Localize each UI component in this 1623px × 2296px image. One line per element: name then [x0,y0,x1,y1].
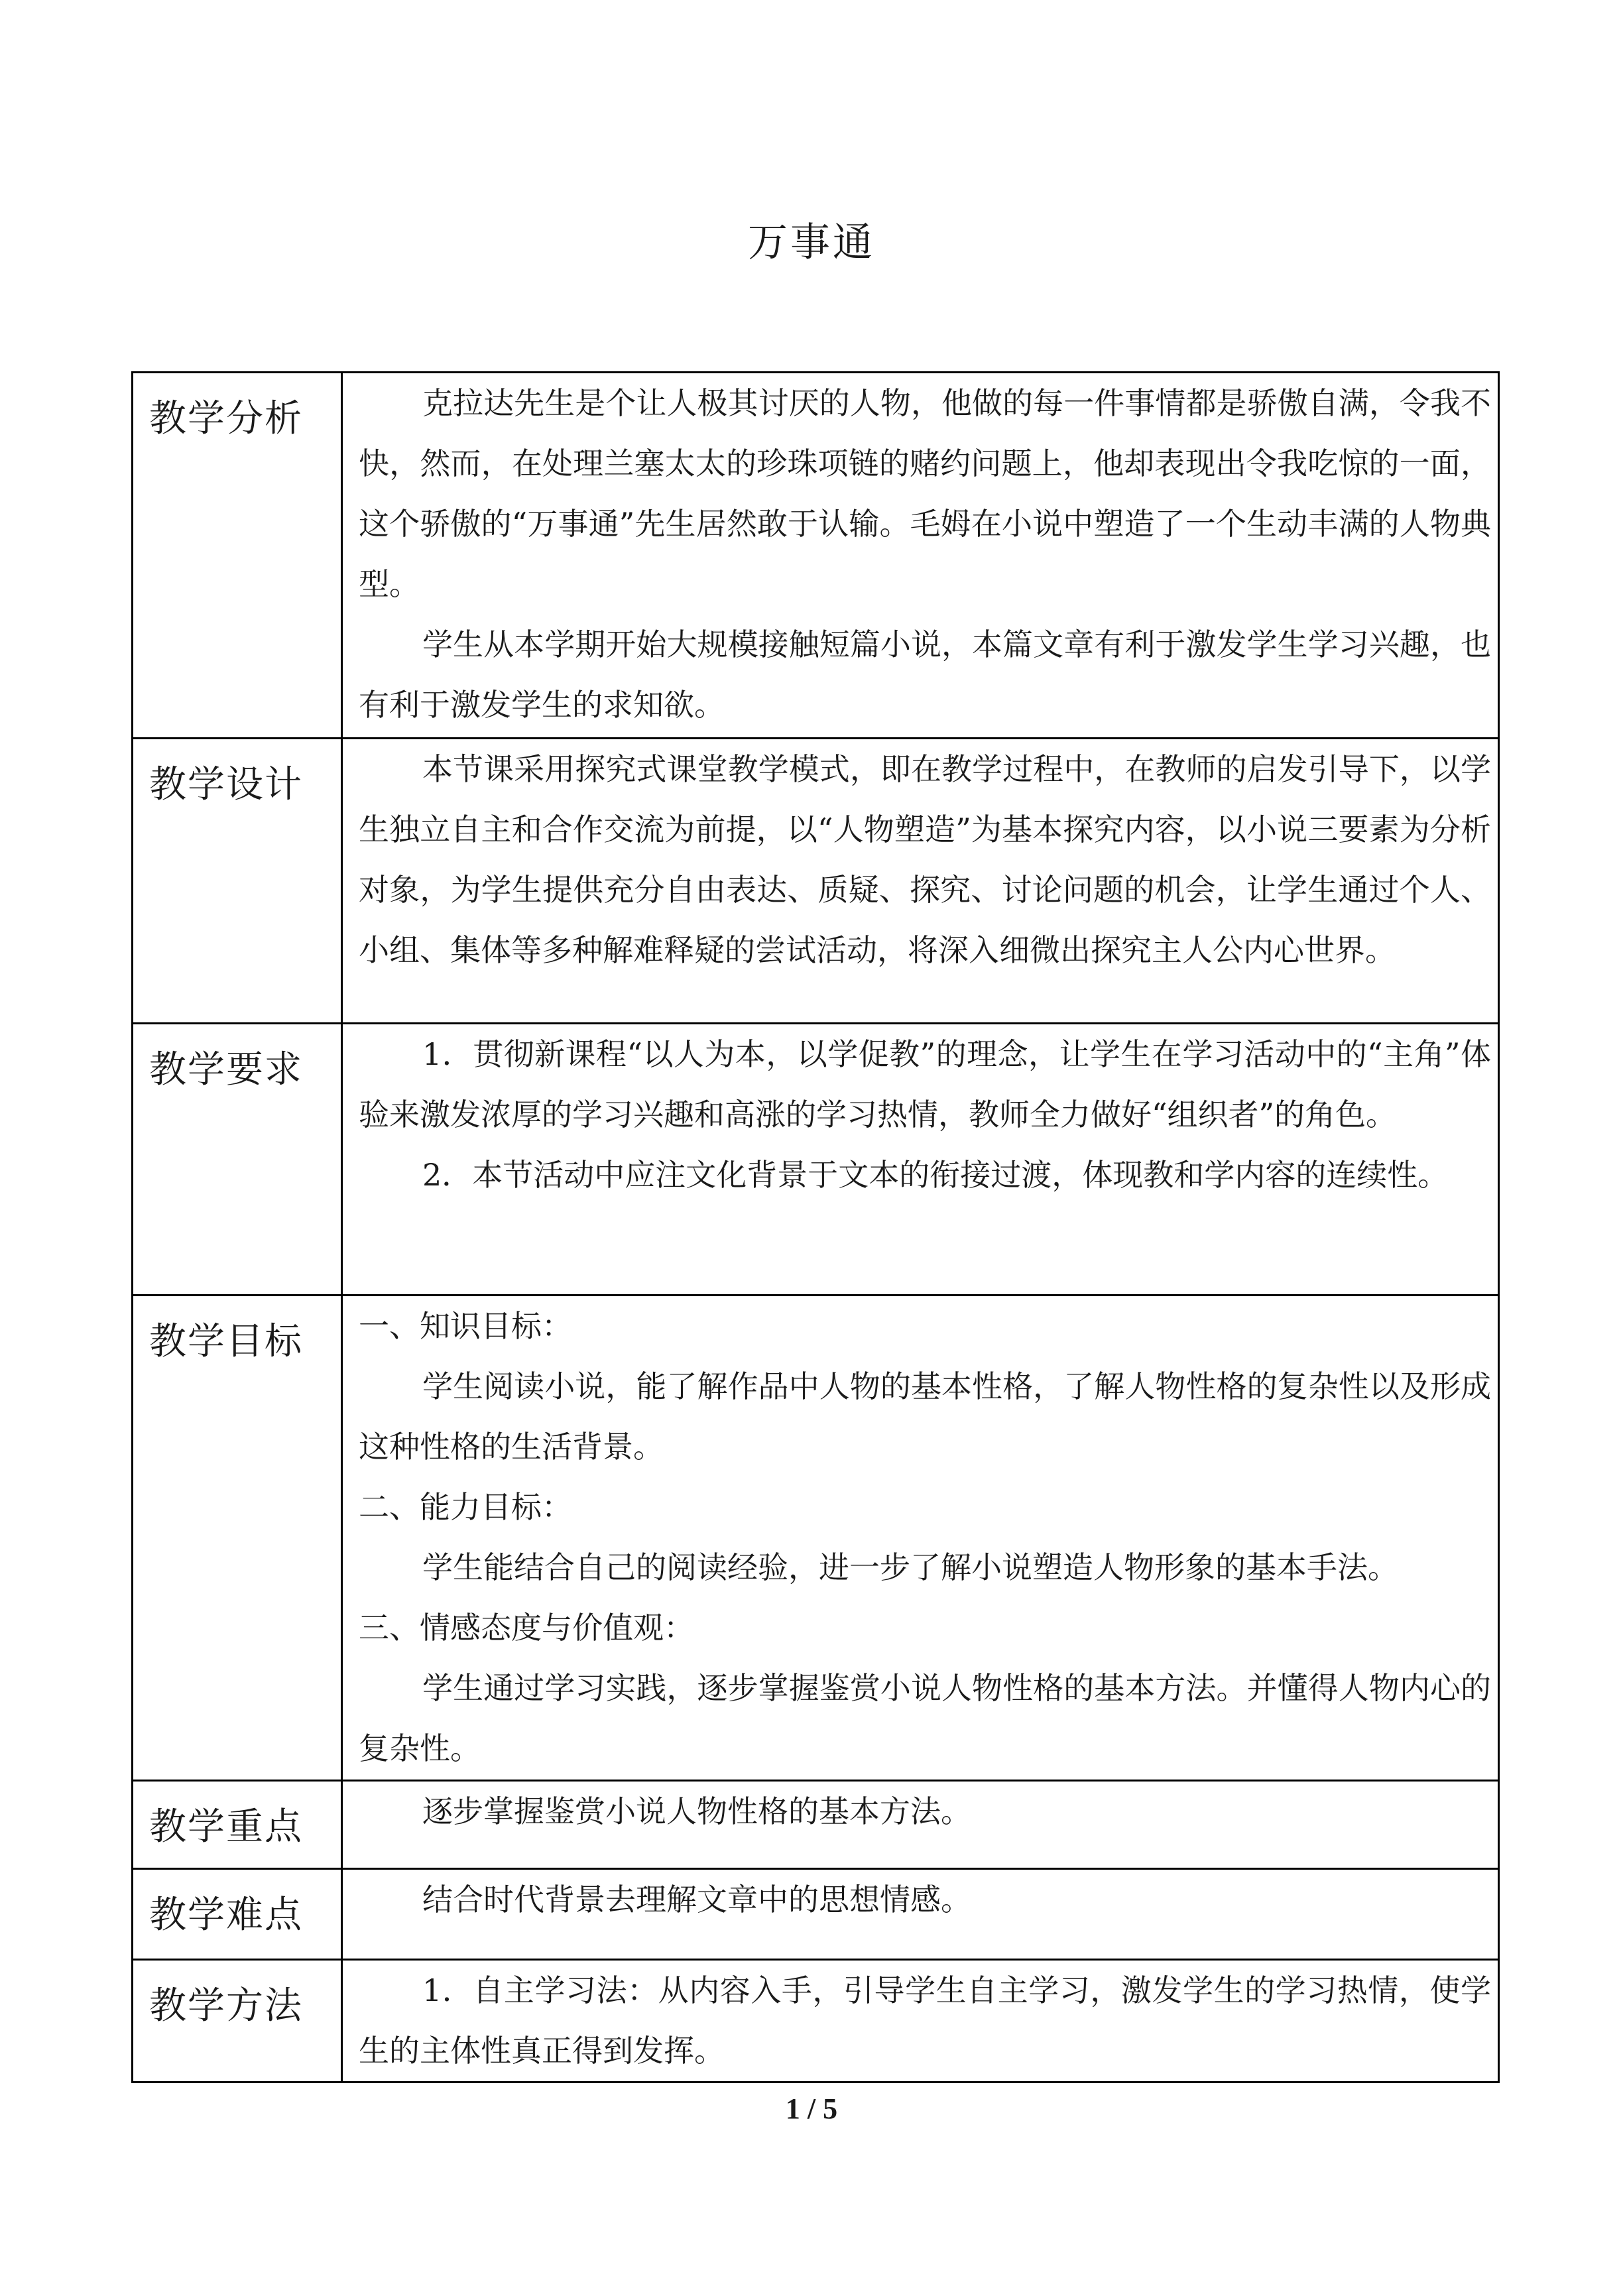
paragraph: 学生能结合自己的阅读经验，进一步了解小说塑造人物形象的基本手法。 [422,1549,1398,1585]
row-content-requirements [342,1024,1499,1296]
paragraph: 克拉达先生是个让人极其讨厌的人物，他做的每一件事情都是骄傲自满，令我不快，然而，在处理兰塞太太的珍珠项链的赌约问题上，他却表现出令我吃惊的一面，这个骄傲的“万事通”先生居然敢于认输。毛姆在小说中塑造了一个生动丰满的人物典型。 [359,385,1491,602]
table-row-methods [133,1960,1499,2083]
row-content-difficulties [342,1869,1499,1960]
table-row-objectives [133,1296,1499,1781]
section-heading: 三、情感态度与价值观： [359,1610,694,1646]
table-row-design [133,739,1499,1024]
table-row-difficulties [133,1869,1499,1960]
row-content-analysis [342,373,1499,739]
paragraph: 学生从本学期开始大规模接触短篇小说，本篇文章有利于激发学生学习兴趣，也有利于激发学生的求知欲。 [359,627,1491,723]
paragraph: 学生通过学习实践，逐步掌握鉴赏小说人物性格的基本方法。并懂得人物内心的复杂性。 [359,1670,1491,1766]
row-label-analysis: 教学分析 [133,373,342,739]
table-row-analysis [133,373,1499,739]
row-label-key-points: 教学重点 [133,1781,342,1869]
row-label-design: 教学设计 [133,739,342,1024]
paragraph: 结合时代背景去理解文章中的思想情感。 [422,1882,971,1917]
row-label-objectives: 教学目标 [133,1296,342,1781]
paragraph: 本节课采用探究式课堂教学模式，即在教学过程中，在教师的启发引导下，以学生独立自主和合作交流为前提，以“人物塑造”为基本探究内容，以小说三要素为分析对象，为学生提供充分自由表达、质疑、探究、讨论问题的机会，让学生通过个人、小组、集体等多种解难释疑的尝试活动，将深入细微出探究主人公内心世界。 [359,751,1491,968]
row-content-objectives [342,1296,1499,1781]
row-content-methods [342,1960,1499,2083]
lesson-plan-table [131,371,1500,2083]
table-row-key-points [133,1781,1499,1869]
page-number: 1 / 5 [785,2092,838,2125]
paragraph: 学生阅读小说，能了解作品中人物的基本性格，了解人物性格的复杂性以及形成这种性格的生活背景。 [359,1368,1491,1465]
paragraph: 2．本节活动中应注文化背景于文本的衔接过渡，体现教和学内容的连续性。 [422,1157,1449,1193]
row-content-design [342,739,1499,1024]
document-title: 万事通 [748,219,875,266]
paragraph: 1．自主学习法：从内容入手，引导学生自主学习，激发学生的学习热情，使学生的主体性真正得到发挥。 [359,1972,1491,2069]
paragraph: 逐步掌握鉴赏小说人物性格的基本方法。 [422,1793,971,1829]
row-label-difficulties: 教学难点 [133,1869,342,1960]
row-label-methods: 教学方法 [133,1960,342,2083]
section-heading: 二、能力目标： [359,1489,572,1525]
section-heading: 一、知识目标： [359,1308,572,1344]
paragraph: 1．贯彻新课程“以人为本，以学促教”的理念，让学生在学习活动中的“主角”体验来激发浓厚的学习兴趣和高涨的学习热情，教师全力做好“组织者”的角色。 [359,1036,1491,1132]
table-row-requirements [133,1024,1499,1296]
row-label-requirements: 教学要求 [133,1024,342,1296]
row-content-key-points [342,1781,1499,1869]
